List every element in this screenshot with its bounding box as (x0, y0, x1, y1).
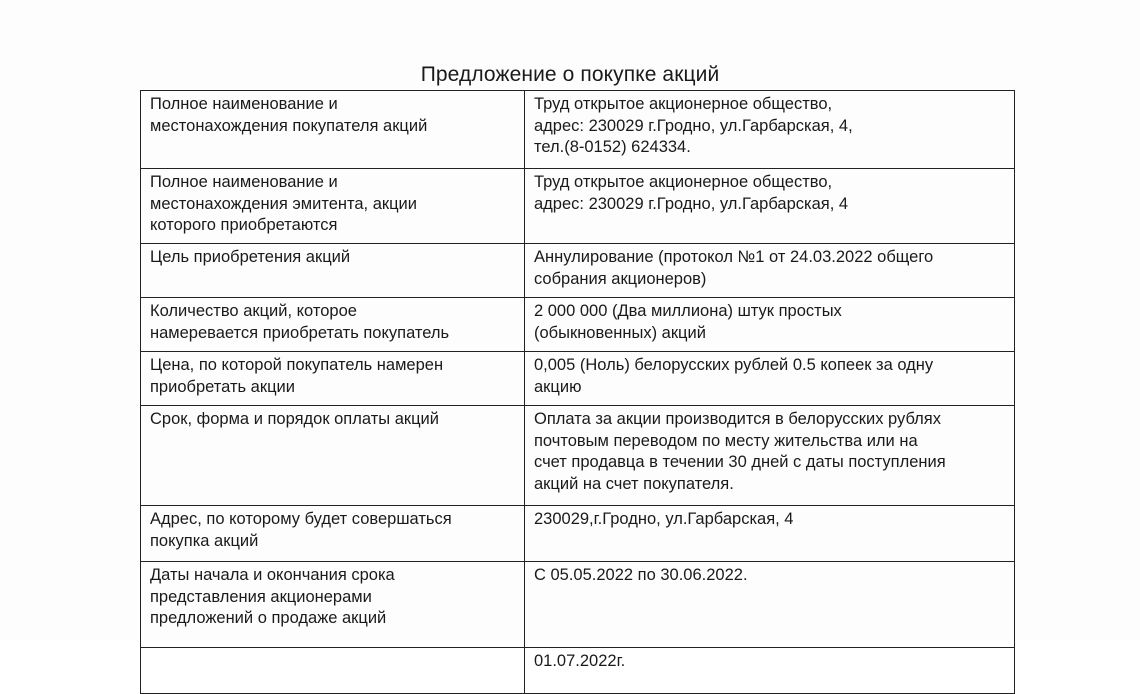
row-value: Труд открытое акционерное общество, адрес: 230029 г.Гродно, ул.Гарбарская, 4 (525, 169, 1015, 244)
row-value: 230029,г.Гродно, ул.Гарбарская, 4 (525, 506, 1015, 562)
table-row (141, 244, 1015, 298)
row-label: Срок, форма и порядок оплаты акций (141, 406, 525, 506)
table-row (141, 506, 1015, 562)
row-value: 01.07.2022г. (525, 648, 1015, 694)
row-value: Аннулирование (протокол №1 от 24.03.2022 общего собрания акционеров) (525, 244, 1015, 298)
row-value: 0,005 (Ноль) белорусских рублей 0.5 копеек за одну акцию (525, 352, 1015, 406)
table-row (141, 562, 1015, 648)
row-label: Цена, по которой покупатель намерен приобретать акции (141, 352, 525, 406)
row-value: Оплата за акции производится в белорусских рублях почтовым переводом по месту жительства или на счет продавца в течении 30 дней с даты поступления акций на счет покупателя. (525, 406, 1015, 506)
row-value: 2 000 000 (Два миллиона) штук простых (обыкновенных) акций (525, 298, 1015, 352)
row-label (141, 648, 525, 694)
table-row (141, 352, 1015, 406)
table-row (141, 298, 1015, 352)
row-label: Полное наименование и местонахождения эмитента, акции которого приобретаются (141, 169, 525, 244)
row-value: С 05.05.2022 по 30.06.2022. (525, 562, 1015, 648)
row-label: Количество акций, которое намеревается приобретать покупатель (141, 298, 525, 352)
table-row (141, 648, 1015, 694)
offer-table (140, 90, 1015, 694)
table-row (141, 169, 1015, 244)
row-label: Даты начала и окончания срока представления акционерами предложений о продаже акций (141, 562, 525, 648)
document-title: Предложение о покупке акций (420, 63, 720, 86)
row-label: Адрес, по которому будет совершаться покупка акций (141, 506, 525, 562)
row-value: Труд открытое акционерное общество, адрес: 230029 г.Гродно, ул.Гарбарская, 4, тел.(8-0152) 624334. (525, 91, 1015, 169)
row-label: Цель приобретения акций (141, 244, 525, 298)
table-row (141, 406, 1015, 506)
row-label: Полное наименование и местонахождения покупателя акций (141, 91, 525, 169)
table-row (141, 91, 1015, 169)
